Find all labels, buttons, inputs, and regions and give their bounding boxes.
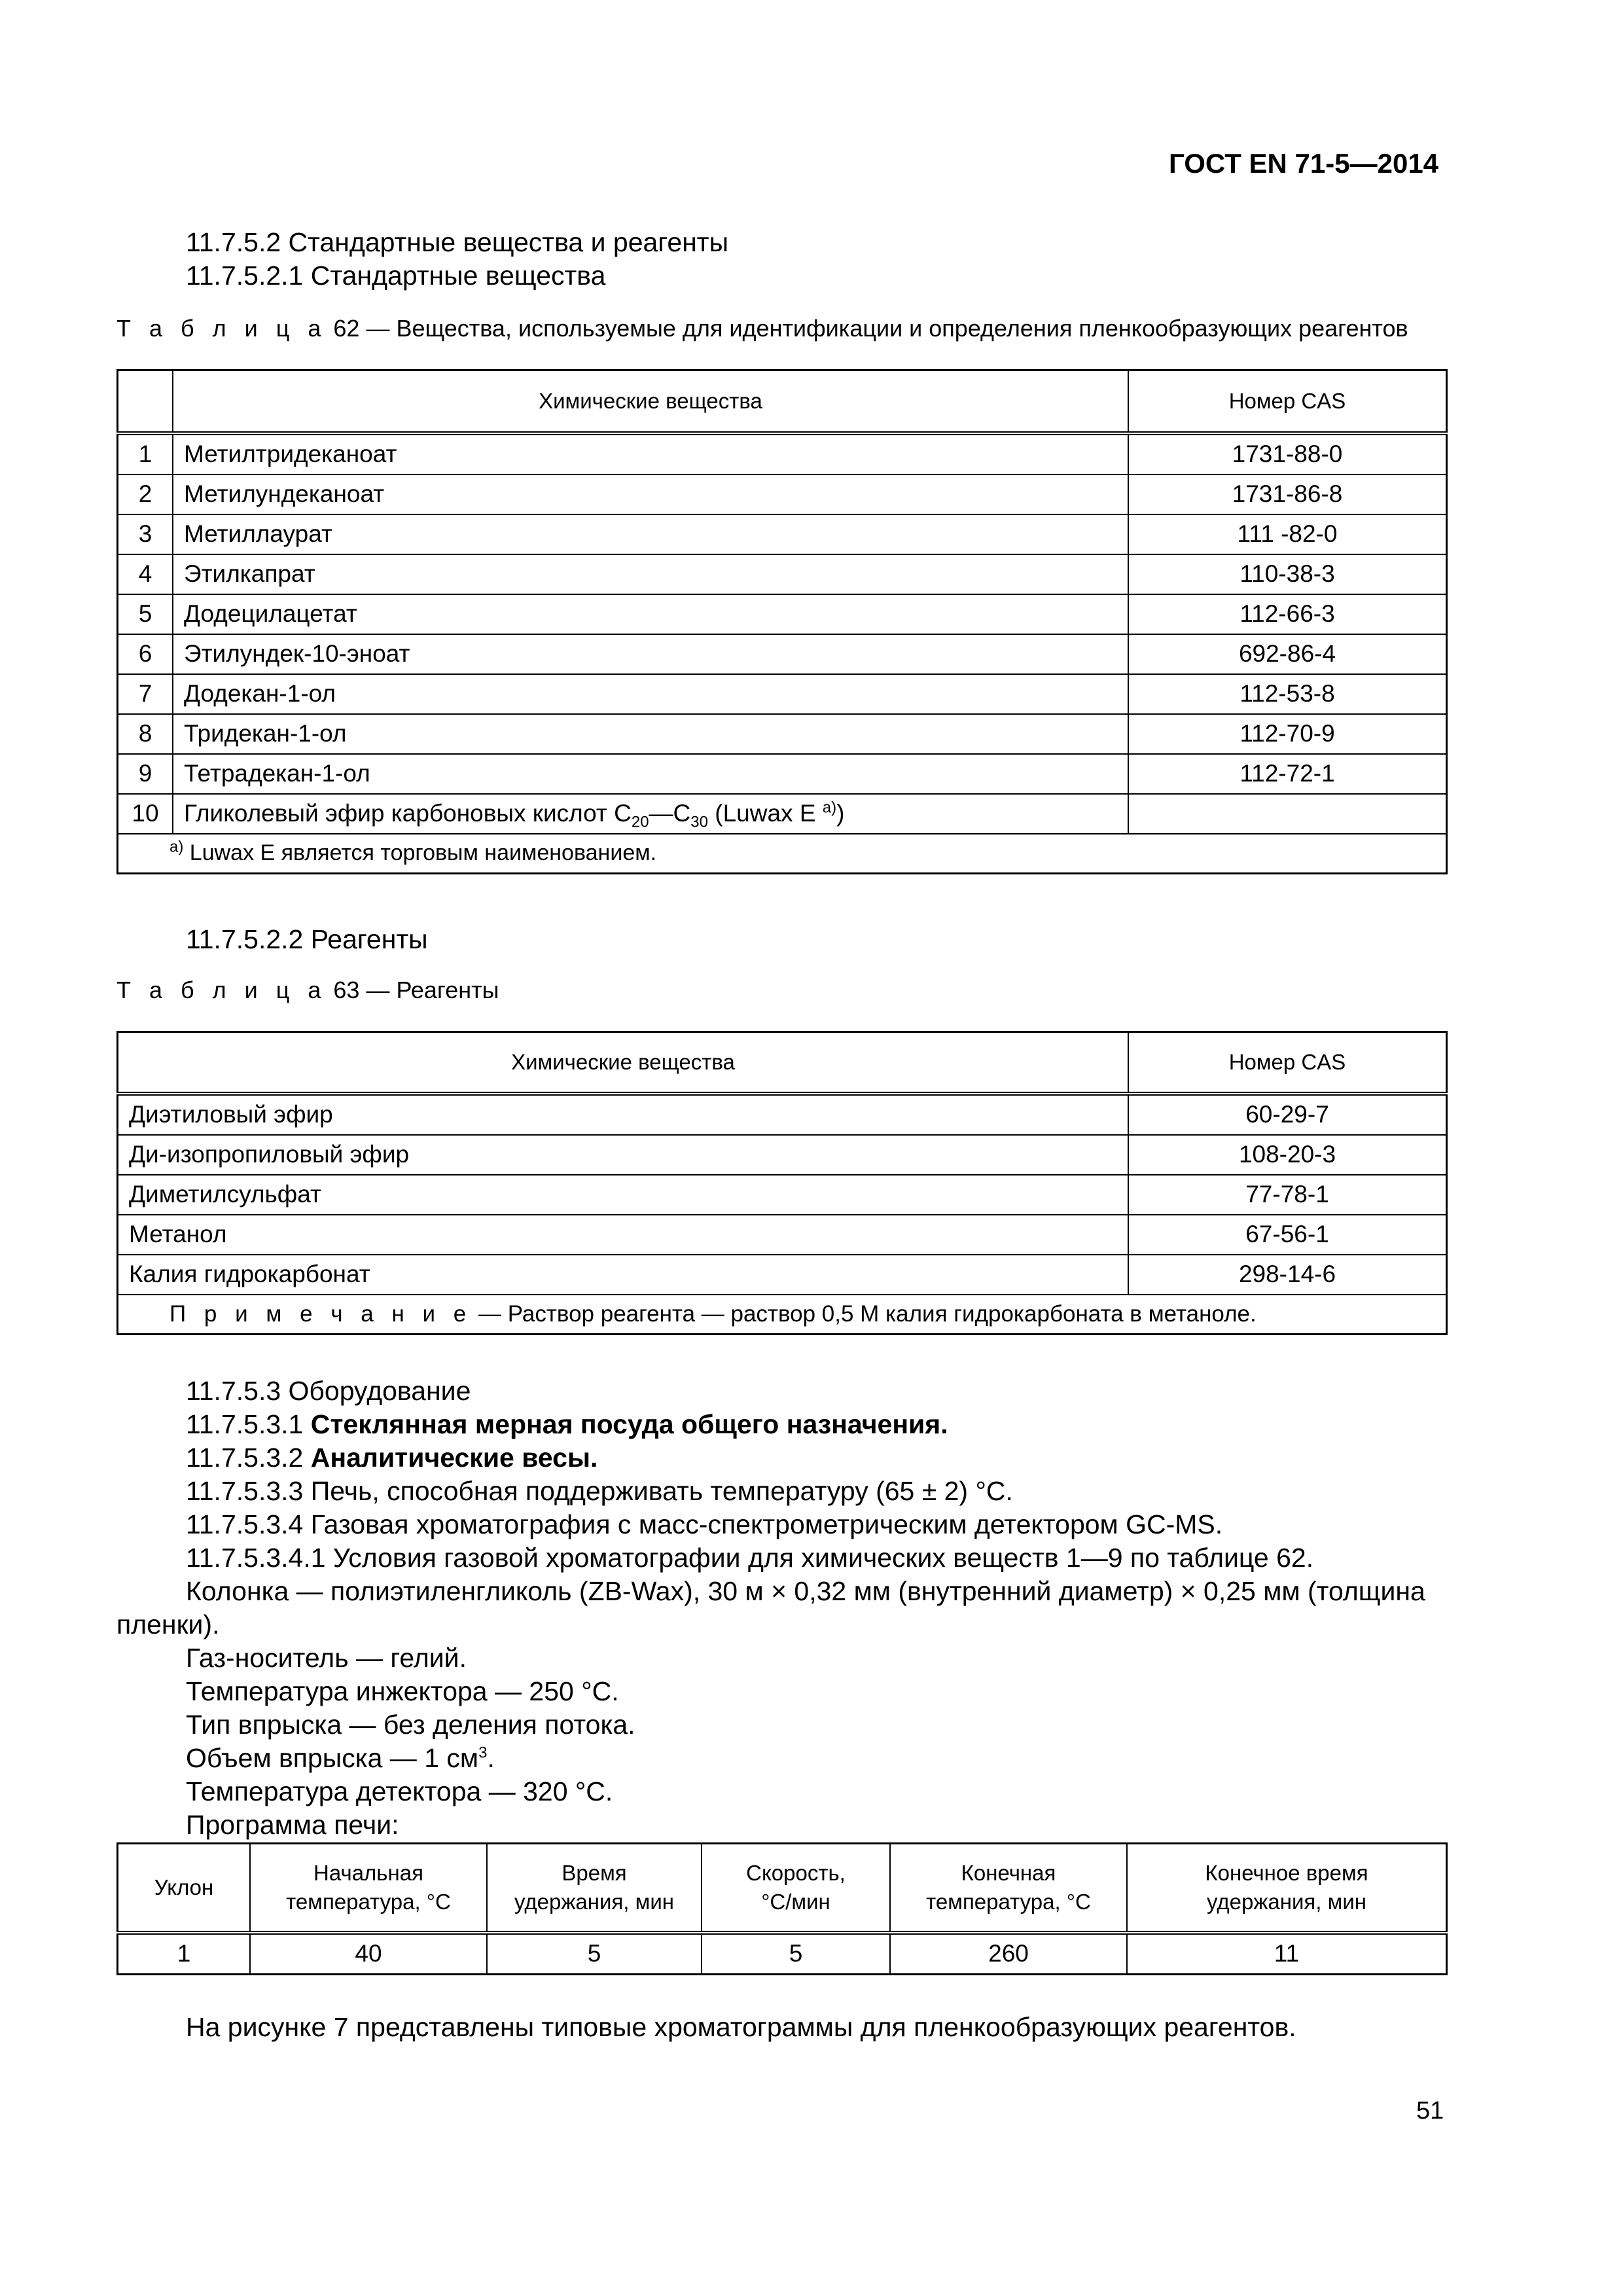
substance-name: Этилундек-10-эноат [173,634,1128,674]
final-temp-value: 260 [890,1933,1127,1975]
table-row [118,1094,1447,1135]
row-number: 10 [118,794,173,834]
gc-condition: Газ-носитель — гелий. [186,1643,467,1673]
cas-number: 110-38-3 [1128,554,1447,594]
final-hold-value: 11 [1127,1933,1447,1975]
table-row [118,714,1447,754]
table-note: П р и м е ч а н и е — Раствор реагента — раствор 0,5 М калия гидрокарбоната в метаноле. [118,1295,1447,1335]
hold-time-value: 5 [487,1933,702,1975]
reagent-name: Калия гидрокарбонат [118,1255,1129,1295]
document-header: ГОСТ EN 71-5—2014 [1169,148,1439,179]
table-row [118,674,1447,714]
cas-number: 111 -82-0 [1128,514,1447,554]
table-row [118,1215,1447,1255]
substances-header: Химические вещества [173,370,1128,433]
equipment-item: 11.7.5.3.1 Стеклянная мерная посуда общего назначения. [186,1409,948,1439]
ramp-value: 1 [118,1933,251,1975]
rate-value: 5 [702,1933,890,1975]
cas-number: 1731-88-0 [1128,433,1447,475]
reagent-name: Диметилсульфат [118,1175,1129,1215]
substance-name: Тетрадекан-1-ол [173,754,1128,794]
substances-header: Химические вещества [118,1032,1129,1094]
gc-condition: Объем впрыска — 1 $см^3$. [186,1743,495,1773]
section-heading: 11.7.5.2 Стандартные вещества и реагенты [186,227,729,257]
row-number: 8 [118,714,173,754]
substance-name: Додецилацетат [173,594,1128,634]
substance-name: Тридекан-1-ол [173,714,1128,754]
gc-condition: Температура инжектора — 250 °С. [186,1676,619,1706]
initial-temp-value: 40 [250,1933,487,1975]
table-row [118,594,1447,634]
cas-header: Номер CAS [1128,370,1447,433]
initial-temp-header: Начальная температура, °С [250,1844,487,1933]
cas-number: 67-56-1 [1128,1215,1447,1255]
substance-name: Этилкапрат [173,554,1128,594]
row-number: 4 [118,554,173,594]
reagent-name: Ди-изопропиловый эфир [118,1135,1129,1175]
figure-reference: На рисунке 7 представлены типовые хроматограммы для пленкообразующих реагентов. [186,2012,1296,2042]
equipment-heading: 11.7.5.3 Оборудование [186,1376,471,1406]
section-heading: 11.7.5.2.1 Стандартные вещества [186,260,606,291]
cas-number [1128,794,1447,834]
table-caption [116,314,1408,343]
ramp-header: Уклон [118,1844,251,1933]
reagent-name: Метанол [118,1215,1129,1255]
cas-number: 112-70-9 [1128,714,1447,754]
cas-header: Номер CAS [1128,1032,1447,1094]
table-row [118,554,1447,594]
substances-table [116,369,1448,874]
row-number: 2 [118,475,173,514]
cas-number: 108-20-3 [1128,1135,1447,1175]
substance-name: Метиллаурат [173,514,1128,554]
gc-condition: Температура детектора — 320 °С. [186,1776,613,1806]
substance-name: Метилундеканоат [173,475,1128,514]
final-temp-header: Конечная температура, °С [890,1844,1127,1933]
row-number: 3 [118,514,173,554]
substance-name: Метилтридеканоат [173,433,1128,475]
cas-number: 112-66-3 [1128,594,1447,634]
equipment-item: 11.7.5.3.2 Аналитические весы. [186,1443,598,1473]
table-row [118,433,1447,475]
caption-text: 62 — Вещества, используемые для идентификации и определения пленкообразующих реагентов [327,315,1408,342]
row-number: 9 [118,754,173,794]
table-footnote-row [118,834,1447,874]
row-number: 1 [118,433,173,475]
hold-time-header: Время удержания, мин [487,1844,702,1933]
rate-header: Скорость, °С/мин [702,1844,890,1933]
row-number: 5 [118,594,173,634]
cas-number: 1731-86-8 [1128,475,1447,514]
gc-condition: Тип впрыска — без деления потока. [186,1710,635,1740]
cas-number: 112-53-8 [1128,674,1447,714]
column-spec-line: пленки). [116,1609,220,1640]
table-row [118,1175,1447,1215]
cas-number: 77-78-1 [1128,1175,1447,1215]
table-row [118,1255,1447,1295]
table-row [118,1135,1447,1175]
number-header [118,370,173,433]
table-row [118,794,1447,834]
table-caption [116,976,499,1005]
page-number: 51 [1416,2097,1444,2125]
cas-number: 60-29-7 [1128,1094,1447,1135]
substance-name: Додекан-1-ол [173,674,1128,714]
reagents-table [116,1031,1448,1335]
equipment-item: 11.7.5.3.4 Газовая хроматография с масс-спектрометрическим детектором GC-MS. [186,1509,1223,1539]
table-row [118,475,1447,514]
table-row [118,634,1447,674]
table-row [118,1933,1447,1975]
table-note-row [118,1295,1447,1335]
table-label: Т а б л и ц а [116,977,327,1003]
reagent-name: Диэтиловый эфир [118,1094,1129,1135]
table-row [118,754,1447,794]
table-footnote: $^{a)}$ Luwax E является торговым наименованием. [118,834,1447,874]
oven-program-table [116,1842,1448,1975]
cas-number: 112-72-1 [1128,754,1447,794]
table-row [118,514,1447,554]
equipment-item: 11.7.5.3.3 Печь, способная поддерживать температуру (65 ± 2) °С. [186,1476,1013,1506]
column-spec-line: Колонка — полиэтиленгликоль (ZB-Wax), 30 м × 0,32 мм (внутренний диаметр) × 0,25 мм (толщина [186,1576,1425,1606]
section-heading: 11.7.5.2.2 Реагенты [186,924,428,954]
row-number: 6 [118,634,173,674]
cas-number: 692-86-4 [1128,634,1447,674]
final-hold-header: Конечное время удержания, мин [1127,1844,1447,1933]
table-label: Т а б л и ц а [116,315,327,342]
gc-condition: Программа печи: [186,1810,399,1840]
row-number: 7 [118,674,173,714]
caption-text: 63 — Реагенты [327,977,499,1003]
equipment-item: 11.7.5.3.4.1 Условия газовой хроматографии для химических веществ 1—9 по таблице 62. [186,1543,1314,1573]
cas-number: 298-14-6 [1128,1255,1447,1295]
substance-name: Гликолевый эфир карбоновых кислот $С_{20}—С_{30}$ (Luwax E $^{a)}$) [173,794,1128,834]
